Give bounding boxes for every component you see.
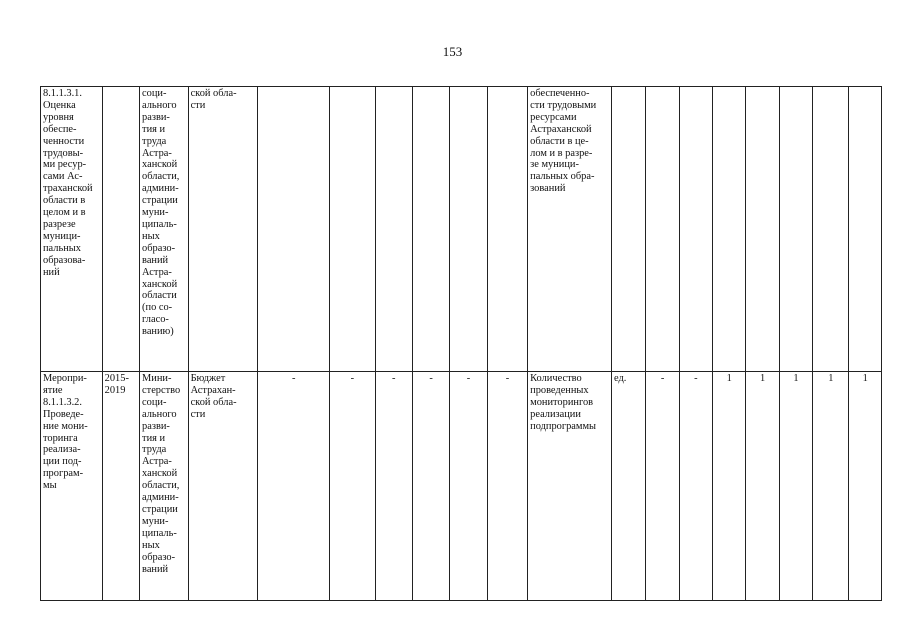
page-number: 153 <box>442 44 463 59</box>
value-cell <box>813 87 849 372</box>
value-cell: 1 <box>849 372 882 601</box>
value-cell: 1 <box>746 372 779 601</box>
value-cell <box>713 87 746 372</box>
value-cell: - <box>679 372 712 601</box>
finance-cell: - <box>375 372 412 601</box>
table-row <box>41 372 882 601</box>
finance-cell: - <box>487 372 527 601</box>
executor-cell: соци- ального разви- тия и труда Астра- ханской области, админи- страции муни- ципаль- ных образо- ваний Астра- ханской области (по со- гласо- ванию) <box>140 87 189 372</box>
finance-cell: - <box>450 372 487 601</box>
value-cell <box>779 87 812 372</box>
unit-cell <box>612 87 646 372</box>
measure-code: Меропри- ятие 8.1.1.3.2. Проведе- ние мони- торинга реализа- ции под- програм- мы <box>41 372 103 601</box>
value-cell <box>646 87 679 372</box>
measure-code: 8.1.1.3.1. Оценка уровня обеспе- ченности трудовы- ми ресур- сами Ас- траханской области в целом и в разрезе муници- пальных образова- ний <box>41 87 103 372</box>
indicator-cell: Количество проведенных мониторингов реализации подпрограммы <box>528 372 612 601</box>
value-cell: - <box>646 372 679 601</box>
funding-source-cell: Бюджет Астрахан- ской обла- сти <box>188 372 258 601</box>
unit-cell: ед. <box>612 372 646 601</box>
finance-cell: - <box>258 372 330 601</box>
value-cell <box>849 87 882 372</box>
finance-cell <box>258 87 330 372</box>
finance-cell: - <box>330 372 375 601</box>
value-cell: 1 <box>779 372 812 601</box>
finance-cell <box>450 87 487 372</box>
funding-source-cell: ской обла- сти <box>188 87 258 372</box>
period-cell: 2015- 2019 <box>102 372 139 601</box>
program-table <box>40 86 882 601</box>
finance-cell <box>375 87 412 372</box>
indicator-cell: обеспеченно- сти трудовыми ресурсами Астраханской области в це- лом и в разре- зе муници- пальных обра- зований <box>528 87 612 372</box>
value-cell: 1 <box>813 372 849 601</box>
finance-cell <box>330 87 375 372</box>
value-cell <box>679 87 712 372</box>
period-cell <box>102 87 139 372</box>
finance-cell <box>487 87 527 372</box>
value-cell: 1 <box>713 372 746 601</box>
finance-cell <box>412 87 449 372</box>
finance-cell: - <box>412 372 449 601</box>
value-cell <box>746 87 779 372</box>
executor-cell: Мини- стерство соци- ального разви- тия и труда Астра- ханской области, админи- страции муни- ципаль- ных образо- ваний <box>140 372 189 601</box>
table-row <box>41 87 882 372</box>
